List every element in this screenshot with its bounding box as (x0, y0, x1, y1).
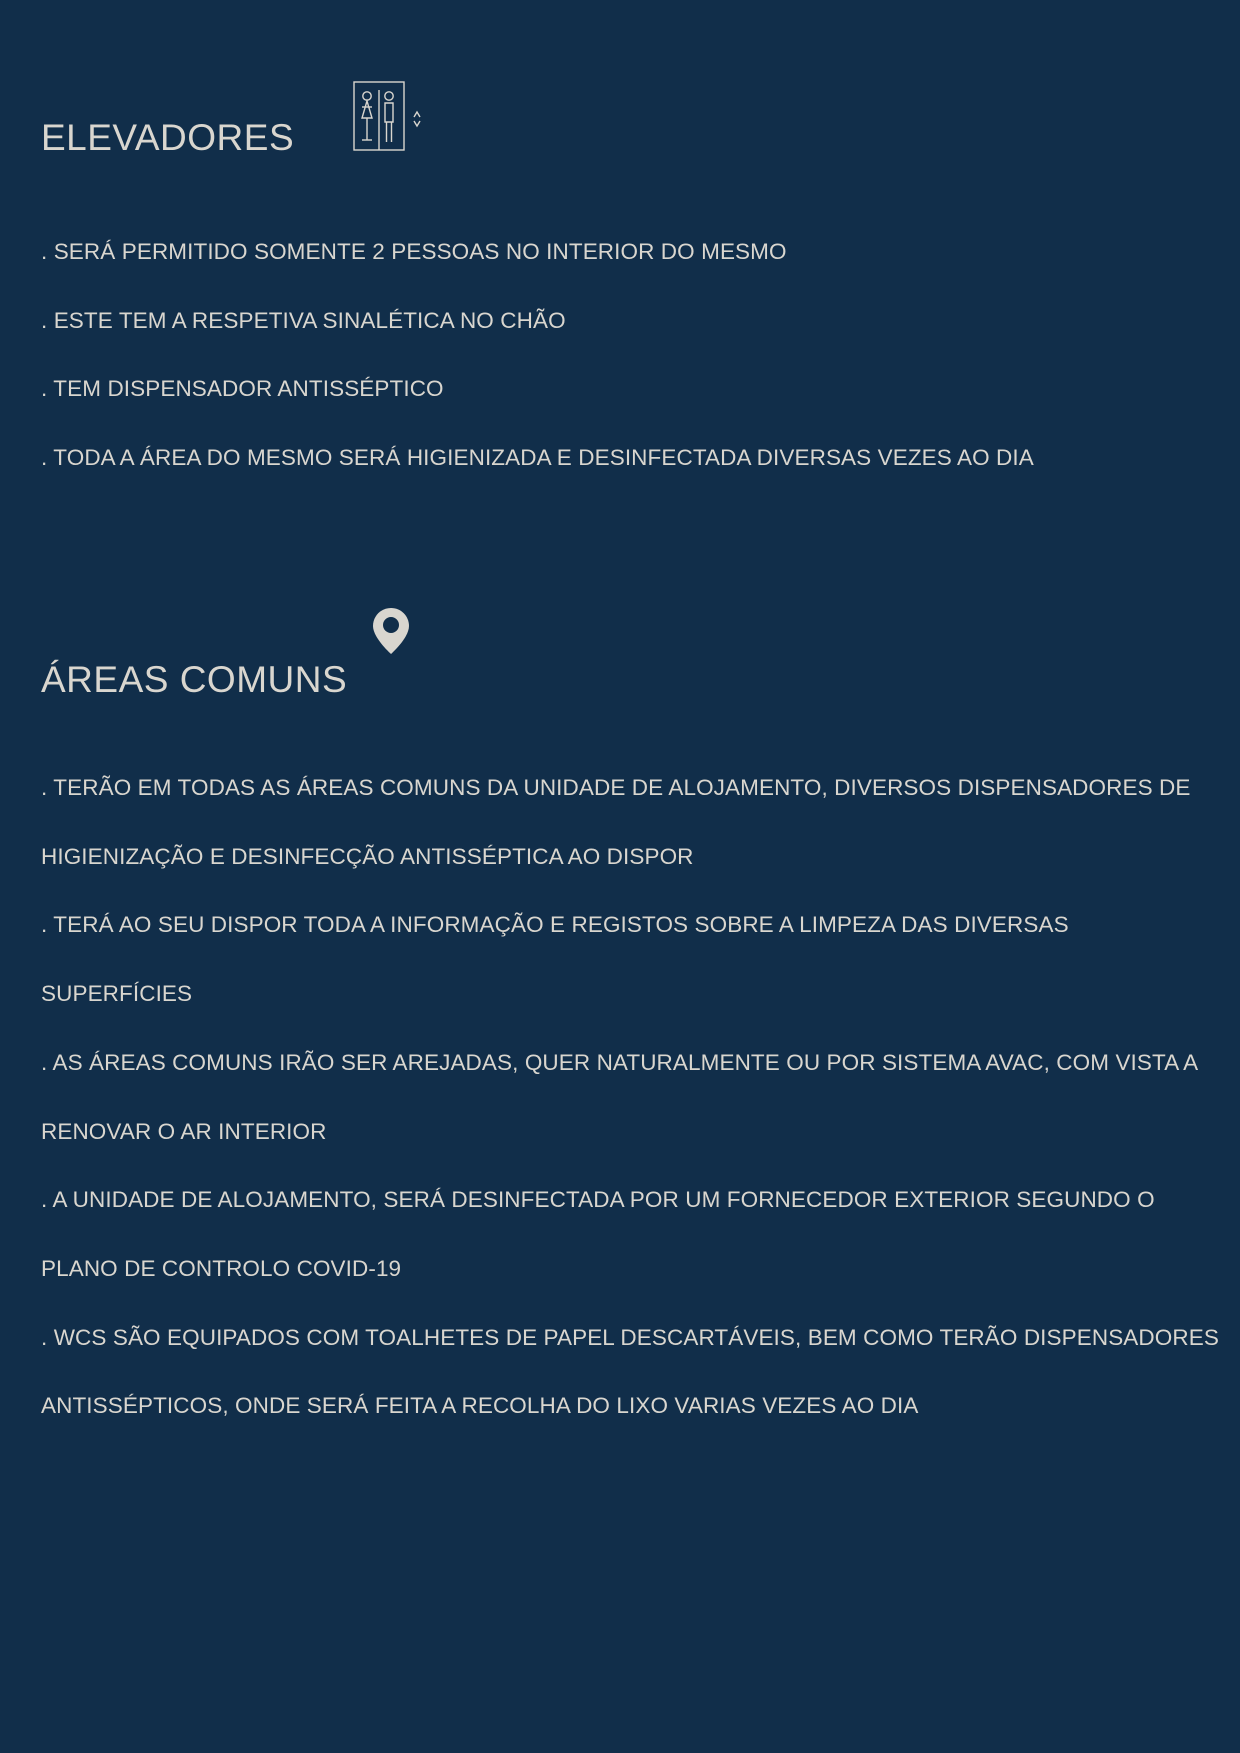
list-item: . AS ÁREAS COMUNS IRÃO SER AREJADAS, QUER NATURALMENTE OU POR SISTEMA AVAC, COM VISTA A RENOVAR O AR INTERIOR (41, 1049, 1198, 1144)
list-item: . TODA A ÁREA DO MESMO SERÁ HIGIENIZADA E DESINFECTADA DIVERSAS VEZES AO DIA (41, 445, 1034, 471)
list-item: . TEM DISPENSADOR ANTISSÉPTICO (41, 376, 444, 402)
location-pin-icon (369, 606, 413, 656)
list-item: . TERÁ AO SEU DISPOR TODA A INFORMAÇÃO E REGISTOS SOBRE A LIMPEZA DAS DIVERSAS SUPERFÍCIES (41, 912, 1069, 1007)
list-item: . WCS SÃO EQUIPADOS COM TOALHETES DE PAPEL DESCARTÁVEIS, BEM COMO TERÃO DISPENSADORES ANTISSÉPTICOS, ONDE SERÁ FEITA A RECOLHA DO LIXO VARIAS VEZES AO DIA (41, 1324, 1219, 1419)
areas-comuns-list (41, 754, 1221, 1441)
section-title-elevadores: ELEVADORES (41, 117, 295, 158)
section-heading-row (41, 622, 1221, 702)
list-item: . ESTE TEM A RESPETIVA SINALÉTICA NO CHÃO (41, 307, 566, 333)
section-title-areas-comuns: ÁREAS COMUNS (41, 659, 348, 700)
section-heading-row (41, 78, 1221, 158)
elevadores-list (41, 218, 1221, 493)
list-item: . TERÃO EM TODAS AS ÁREAS COMUNS DA UNIDADE DE ALOJAMENTO, DIVERSOS DISPENSADORES DE HIGIENIZAÇÃO E DESINFECÇÃO ANTISSÉPTICA AO DISPOR (41, 775, 1191, 869)
list-item: . SERÁ PERMITIDO SOMENTE 2 PESSOAS NO INTERIOR DO MESMO (41, 239, 787, 264)
section-elevadores (41, 78, 1221, 493)
elevator-icon (352, 78, 428, 158)
section-areas-comuns (41, 622, 1221, 1441)
list-item: . A UNIDADE DE ALOJAMENTO, SERÁ DESINFECTADA POR UM FORNECEDOR EXTERIOR SEGUNDO O PLANO DE CONTROLO COVID-19 (41, 1187, 1155, 1281)
